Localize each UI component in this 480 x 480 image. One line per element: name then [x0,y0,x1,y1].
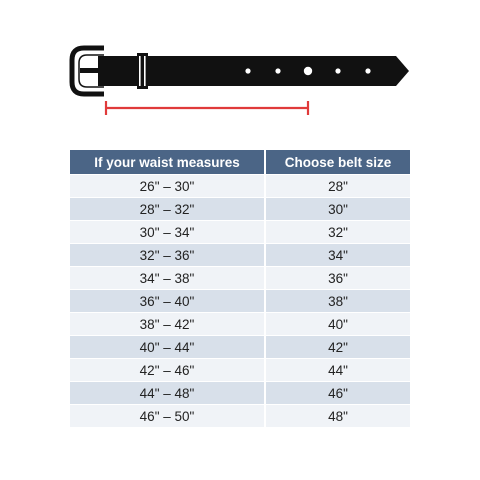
cell-belt-size: 32" [266,220,410,243]
cell-waist-range: 34" – 38" [70,266,266,289]
cell-belt-size: 48" [266,404,410,427]
cell-belt-size: 28" [266,174,410,197]
measure-line-icon [106,101,308,115]
cell-waist-range: 40" – 44" [70,335,266,358]
table-row [70,266,410,289]
cell-belt-size: 42" [266,335,410,358]
belt-hole [365,68,370,73]
cell-waist-range: 32" – 36" [70,243,266,266]
table-row [70,197,410,220]
table-header-row [70,150,410,174]
belt-keeper-gap-a [139,56,141,86]
header-belt-size: Choose belt size [266,150,410,174]
belt-hole [275,68,280,73]
table-row [70,381,410,404]
cell-belt-size: 46" [266,381,410,404]
belt-size-table [70,150,410,427]
belt-keeper-gap-b [144,56,146,86]
cell-waist-range: 46" – 50" [70,404,266,427]
belt-hole-center [304,67,312,75]
cell-belt-size: 30" [266,197,410,220]
belt-icon [72,48,409,94]
belt-keeper [137,53,148,89]
belt-prong [80,68,114,73]
cell-waist-range: 30" – 34" [70,220,266,243]
cell-waist-range: 36" – 40" [70,289,266,312]
cell-waist-range: 28" – 32" [70,197,266,220]
table-row [70,289,410,312]
cell-belt-size: 40" [266,312,410,335]
header-waist: If your waist measures [70,150,266,174]
cell-waist-range: 42" – 46" [70,358,266,381]
table-row [70,312,410,335]
table-row [70,404,410,427]
cell-waist-range: 38" – 42" [70,312,266,335]
belt-hole [335,68,340,73]
cell-waist-range: 26" – 30" [70,174,266,197]
table-row [70,358,410,381]
cell-belt-size: 38" [266,289,410,312]
cell-belt-size: 36" [266,266,410,289]
cell-belt-size: 44" [266,358,410,381]
belt-illustration [0,0,480,130]
table-row [70,220,410,243]
cell-waist-range: 44" – 48" [70,381,266,404]
cell-belt-size: 34" [266,243,410,266]
table-row [70,174,410,197]
table-row [70,243,410,266]
table-row [70,335,410,358]
belt-hole [245,68,250,73]
